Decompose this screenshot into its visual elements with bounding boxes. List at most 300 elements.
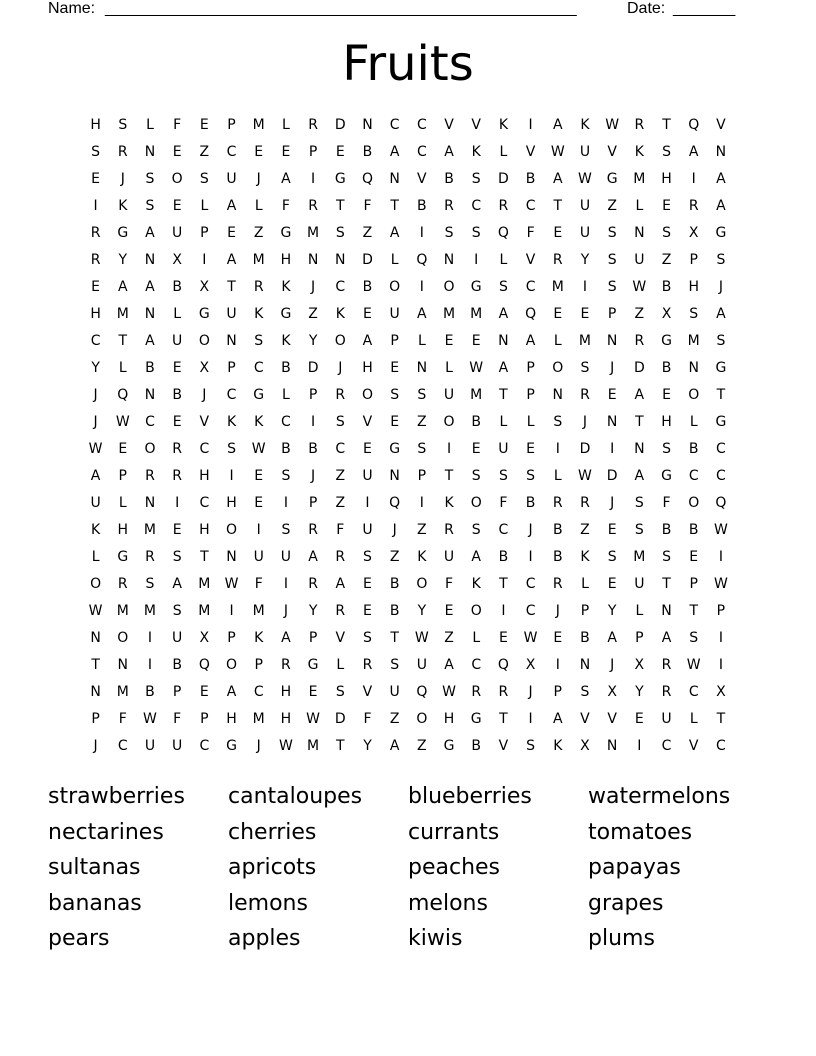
grid-letter: O [470, 494, 482, 511]
grid-letter: T [662, 116, 671, 133]
grid-letter: O [90, 575, 102, 592]
grid-letter: S [281, 467, 291, 484]
grid-letter: P [716, 602, 726, 619]
grid-letter: I [718, 656, 723, 673]
grid-letter: K [281, 278, 291, 295]
grid-letter: P [308, 143, 318, 160]
grid-letter: C [716, 467, 726, 484]
grid-letter: H [226, 710, 237, 727]
grid-letter: I [283, 494, 288, 511]
grid-letter: G [334, 170, 346, 187]
grid-letter: U [498, 440, 509, 457]
grid-letter: J [718, 278, 723, 295]
grid-letter: V [362, 683, 373, 700]
grid-letter: I [202, 251, 207, 268]
grid-letter: E [553, 305, 563, 322]
grid-letter: N [144, 386, 156, 403]
grid-letter: L [282, 116, 290, 133]
grid-letter: M [252, 602, 265, 619]
grid-letter: E [91, 170, 101, 187]
word-bank-item: watermelons [588, 784, 731, 809]
grid-letter: W [632, 278, 647, 295]
grid-letter: A [634, 386, 645, 403]
grid-letter: A [335, 575, 346, 592]
grid-letter: S [662, 548, 671, 565]
grid-letter: J [256, 737, 261, 754]
grid-letter: A [389, 143, 400, 160]
grid-letter: K [118, 197, 128, 214]
grid-letter: D [362, 251, 373, 268]
grid-letter: A [498, 359, 509, 376]
grid-letter: J [311, 278, 316, 295]
grid-letter: G [226, 737, 237, 754]
grid-letter: F [281, 197, 290, 214]
grid-letter: S [607, 224, 617, 241]
grid-letter: S [580, 359, 590, 376]
grid-letter: B [688, 440, 699, 457]
grid-letter: S [390, 656, 400, 673]
grid-letter: M [116, 602, 129, 619]
grid-letter: I [311, 170, 316, 187]
word-bank-item: currants [408, 819, 500, 845]
grid-letter: I [147, 629, 153, 646]
grid-letter: Y [580, 251, 590, 268]
grid-letter: P [227, 116, 236, 133]
grid-letter: J [120, 170, 125, 187]
grid-letter: W [550, 143, 565, 160]
grid-letter: I [528, 548, 533, 565]
grid-letter: I [637, 737, 642, 754]
grid-letter: H [362, 359, 373, 376]
grid-letter: E [662, 386, 671, 403]
grid-letter: W [88, 602, 103, 619]
grid-letter: W [442, 683, 456, 700]
word-bank-item: apricots [228, 855, 317, 881]
grid-letter: T [499, 710, 508, 727]
grid-letter: K [634, 143, 644, 160]
grid-letter: I [555, 656, 560, 673]
grid-letter: S [254, 332, 264, 349]
grid-letter: M [470, 386, 483, 403]
grid-letter: M [442, 305, 456, 322]
grid-letter: M [551, 278, 564, 295]
grid-letter: Z [444, 629, 454, 646]
grid-letter: N [226, 548, 237, 565]
grid-letter: R [634, 332, 645, 349]
grid-letter: H [661, 413, 672, 430]
grid-letter: P [390, 332, 399, 349]
grid-letter: G [307, 656, 319, 673]
grid-letter: Z [634, 305, 645, 322]
grid-letter: S [118, 116, 128, 133]
grid-letter: I [691, 170, 696, 187]
grid-letter: J [610, 494, 615, 511]
grid-letter: V [417, 170, 427, 187]
grid-letter: P [172, 683, 182, 700]
grid-letter: Y [607, 602, 617, 619]
grid-letter: S [390, 386, 400, 403]
grid-letter: E [444, 602, 454, 619]
grid-letter: I [93, 197, 98, 214]
grid-letter: R [172, 467, 183, 484]
grid-letter: Q [361, 170, 373, 187]
grid-letter: U [280, 548, 292, 565]
grid-letter: I [474, 251, 479, 268]
grid-letter: S [363, 629, 372, 646]
grid-letter: F [662, 494, 671, 511]
grid-letter: D [334, 710, 346, 727]
grid-letter: K [417, 548, 427, 565]
grid-letter: K [254, 629, 264, 646]
grid-letter: T [499, 386, 508, 403]
grid-letter: X [661, 305, 672, 322]
grid-letter: L [499, 251, 508, 268]
grid-letter: L [336, 656, 345, 673]
grid-letter: B [389, 602, 400, 619]
grid-letter: R [552, 494, 563, 511]
grid-letter: L [445, 359, 453, 376]
grid-letter: U [362, 521, 373, 538]
grid-letter: S [471, 467, 481, 484]
grid-letter: E [390, 413, 400, 430]
grid-letter: P [580, 602, 590, 619]
grid-letter: P [308, 494, 318, 511]
grid-letter: U [634, 575, 645, 592]
grid-letter: N [389, 170, 400, 187]
grid-letter: N [144, 305, 156, 322]
grid-letter: E [607, 575, 617, 592]
grid-letter: A [444, 143, 454, 160]
grid-letter: B [362, 278, 373, 295]
grid-letter: V [580, 710, 590, 727]
grid-letter: T [444, 467, 454, 484]
grid-letter: A [172, 575, 182, 592]
grid-letter: I [229, 602, 234, 619]
grid-letter: J [93, 737, 98, 754]
grid-letter: W [578, 467, 592, 484]
grid-letter: N [552, 386, 564, 403]
grid-letter: Z [661, 251, 672, 268]
grid-letter: L [553, 332, 562, 349]
grid-letter: F [173, 710, 182, 727]
grid-letter: R [335, 386, 346, 403]
grid-letter: K [498, 116, 508, 133]
grid-letter: W [605, 116, 620, 133]
grid-letter: U [172, 629, 183, 646]
grid-letter: M [307, 737, 320, 754]
grid-letter: C [90, 332, 101, 349]
grid-letter: I [147, 656, 153, 673]
grid-letter: O [171, 170, 183, 187]
grid-letter: B [145, 359, 155, 376]
grid-letter: I [419, 224, 424, 241]
grid-letter: I [256, 521, 261, 538]
grid-letter: G [280, 224, 292, 241]
grid-letter: R [688, 197, 699, 214]
grid-letter: I [283, 575, 288, 592]
grid-letter: P [227, 359, 236, 376]
grid-letter: N [634, 440, 645, 457]
grid-letter: G [198, 305, 210, 322]
grid-letter: H [280, 710, 292, 727]
grid-letter: S [498, 467, 508, 484]
grid-letter: I [229, 467, 234, 484]
grid-letter: T [390, 629, 399, 646]
grid-letter: R [634, 116, 645, 133]
grid-letter: M [470, 305, 483, 322]
grid-letter: C [416, 116, 427, 133]
grid-letter: G [470, 278, 482, 295]
grid-letter: V [716, 116, 726, 133]
grid-letter: L [254, 197, 263, 214]
grid-letter: J [528, 683, 533, 700]
grid-letter: U [90, 494, 101, 511]
grid-letter: M [143, 521, 157, 538]
grid-letter: K [580, 116, 590, 133]
grid-letter: W [414, 629, 429, 646]
grid-letter: C [199, 440, 210, 457]
grid-letter: L [553, 467, 562, 484]
grid-letter: C [117, 737, 128, 754]
grid-letter: R [580, 386, 590, 403]
word-bank-item: blueberries [408, 784, 532, 809]
grid-letter: N [144, 251, 156, 268]
grid-letter: A [308, 548, 318, 565]
grid-letter: E [254, 467, 264, 484]
grid-letter: I [528, 116, 533, 133]
grid-letter: P [526, 386, 535, 403]
word-bank-item: apples [228, 926, 301, 952]
grid-letter: A [471, 548, 481, 565]
grid-letter: B [308, 440, 318, 457]
grid-letter: R [308, 197, 318, 214]
grid-letter: K [553, 737, 563, 754]
grid-letter: Z [389, 710, 400, 727]
grid-letter: E [471, 440, 481, 457]
grid-letter: C [661, 737, 672, 754]
grid-letter: O [443, 413, 455, 430]
grid-letter: S [716, 332, 726, 349]
grid-letter: R [471, 683, 482, 700]
grid-letter: S [471, 224, 481, 241]
grid-letter: R [498, 683, 509, 700]
word-bank [48, 779, 768, 957]
grid-letter: I [528, 710, 533, 727]
grid-letter: A [389, 737, 400, 754]
grid-letter: M [687, 332, 700, 349]
grid-letter: P [118, 467, 127, 484]
grid-letter: J [93, 386, 98, 403]
grid-letter: R [580, 494, 590, 511]
grid-letter: J [528, 521, 533, 538]
grid-letter: E [363, 602, 372, 619]
grid-letter: E [118, 440, 128, 457]
grid-letter: G [715, 224, 727, 241]
grid-letter: W [251, 440, 266, 457]
grid-letter: H [280, 251, 292, 268]
grid-letter: O [117, 629, 129, 646]
grid-letter: U [144, 737, 156, 754]
grid-letter: F [336, 521, 345, 538]
grid-letter: X [172, 251, 182, 268]
grid-letter: D [633, 359, 645, 376]
grid-letter: N [389, 467, 400, 484]
grid-letter: N [688, 359, 699, 376]
grid-letter: E [172, 197, 182, 214]
grid-letter: W [143, 710, 157, 727]
grid-letter: I [718, 548, 723, 565]
grid-letter: A [552, 710, 563, 727]
grid-letter: K [580, 548, 590, 565]
grid-letter: K [254, 305, 264, 322]
grid-letter: K [335, 305, 345, 322]
grid-letter: G [470, 710, 482, 727]
grid-letter: R [335, 548, 346, 565]
grid-letter: S [335, 224, 345, 241]
grid-letter: Y [417, 602, 427, 619]
grid-letter: T [336, 737, 345, 754]
grid-letter: H [226, 494, 237, 511]
grid-letter: D [606, 467, 618, 484]
grid-letter: R [253, 278, 264, 295]
grid-letter: B [525, 494, 536, 511]
grid-letter: C [716, 737, 726, 754]
grid-letter: T [716, 386, 726, 403]
grid-letter: Q [688, 116, 700, 133]
grid-letter: Z [580, 521, 590, 538]
word-search-grid [82, 111, 735, 759]
grid-letter: E [172, 521, 182, 538]
grid-letter: S [363, 548, 372, 565]
word-bank-item: cantaloupes [228, 784, 363, 809]
grid-letter: N [362, 116, 373, 133]
grid-letter: B [498, 548, 509, 565]
grid-letter: O [144, 440, 156, 457]
grid-letter: S [689, 629, 699, 646]
grid-letter: S [580, 683, 590, 700]
grid-letter: R [90, 251, 101, 268]
word-bank-item: pears [48, 926, 110, 952]
grid-letter: I [446, 440, 452, 457]
grid-letter: A [226, 251, 237, 268]
grid-letter: V [525, 251, 536, 268]
grid-letter: B [145, 683, 155, 700]
grid-letter: S [662, 143, 671, 160]
grid-letter: U [226, 305, 237, 322]
grid-letter: B [172, 656, 182, 673]
word-bank-item: grapes [588, 890, 664, 916]
grid-letter: R [661, 656, 672, 673]
grid-letter: E [634, 710, 644, 727]
grid-letter: V [498, 737, 509, 754]
grid-letter: A [444, 656, 454, 673]
grid-letter: G [280, 305, 292, 322]
grid-letter: W [523, 629, 538, 646]
grid-letter: B [661, 278, 672, 295]
grid-letter: E [662, 197, 671, 214]
grid-letter: I [718, 629, 723, 646]
grid-letter: M [198, 602, 211, 619]
grid-letter: V [688, 737, 699, 754]
grid-letter: O [226, 521, 238, 538]
grid-letter: X [525, 656, 536, 673]
grid-letter: O [470, 602, 482, 619]
grid-letter: I [610, 440, 615, 457]
grid-letter: J [392, 521, 397, 538]
grid-letter: A [661, 629, 672, 646]
grid-letter: Q [198, 656, 210, 673]
grid-letter: B [525, 170, 536, 187]
grid-letter: P [417, 467, 427, 484]
grid-letter: Z [362, 224, 373, 241]
grid-letter: Z [335, 494, 346, 511]
grid-letter: N [90, 683, 101, 700]
grid-letter: E [580, 305, 590, 322]
name-field-line: _____________________________________________________ [105, 0, 577, 17]
grid-letter: R [444, 521, 454, 538]
grid-letter: D [334, 116, 346, 133]
grid-letter: H [688, 278, 699, 295]
grid-letter: C [498, 521, 509, 538]
grid-letter: F [499, 494, 508, 511]
grid-letter: U [579, 224, 591, 241]
grid-letter: L [417, 332, 426, 349]
grid-letter: B [580, 629, 590, 646]
grid-letter: C [688, 683, 699, 700]
grid-letter: X [634, 656, 645, 673]
grid-letter: C [471, 197, 482, 214]
grid-letter: L [200, 197, 209, 214]
grid-letter: S [553, 413, 563, 430]
grid-letter: E [172, 143, 182, 160]
grid-letter: E [526, 440, 536, 457]
grid-letter: M [198, 575, 211, 592]
grid-letter: C [688, 467, 699, 484]
grid-letter: G [715, 413, 727, 430]
grid-letter: Y [308, 332, 318, 349]
grid-letter: B [471, 737, 482, 754]
grid-letter: S [662, 440, 671, 457]
grid-letter: S [498, 278, 508, 295]
grid-letter: I [501, 602, 506, 619]
grid-letter: U [661, 710, 672, 727]
grid-letter: V [335, 629, 346, 646]
grid-letter: N [661, 602, 672, 619]
grid-letter: T [227, 278, 236, 295]
grid-letter: U [253, 548, 264, 565]
grid-letter: I [419, 278, 424, 295]
grid-letter: M [578, 332, 592, 349]
grid-letter: A [498, 305, 509, 322]
grid-letter: Q [525, 305, 537, 322]
grid-letter: F [363, 197, 372, 214]
grid-letter: R [308, 116, 318, 133]
grid-letter: Z [308, 305, 318, 322]
grid-letter: A [525, 332, 536, 349]
grid-letter: Y [363, 737, 372, 754]
grid-letter: L [499, 143, 508, 160]
grid-letter: G [443, 737, 455, 754]
grid-letter: P [553, 683, 562, 700]
grid-letter: E [363, 305, 372, 322]
grid-letter: N [226, 332, 237, 349]
grid-letter: N [443, 251, 455, 268]
grid-letter: H [117, 521, 129, 538]
grid-letter: Q [416, 251, 428, 268]
grid-letter: N [715, 143, 727, 160]
grid-letter: S [172, 548, 182, 565]
grid-letter: A [688, 143, 699, 160]
